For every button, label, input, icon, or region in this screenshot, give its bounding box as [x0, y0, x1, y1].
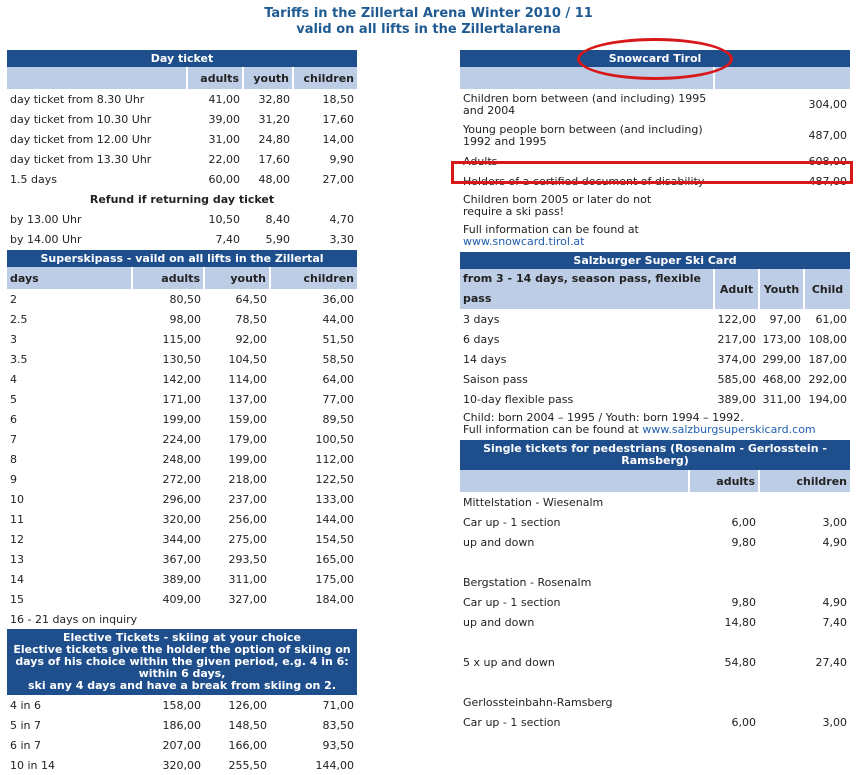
col-adults: adults	[187, 67, 243, 89]
row-value: 54,80	[724, 655, 756, 669]
pedestrian-row	[460, 512, 850, 532]
row-label: day ticket from 8.30 Uhr	[10, 92, 145, 106]
pedestrian-row	[460, 592, 850, 612]
col-adult: Adult	[714, 269, 759, 309]
superskipass-row	[7, 449, 357, 469]
row-value: 320,00	[162, 512, 201, 526]
row-value: 71,00	[322, 698, 355, 712]
row-value: 126,00	[228, 698, 267, 712]
refund-row	[7, 209, 357, 229]
superskipass-row	[7, 509, 357, 529]
row-label: 6 in 7	[10, 738, 42, 752]
row-value: 27,00	[322, 172, 355, 186]
col-child: Child	[804, 269, 850, 309]
row-value: 224,00	[162, 432, 201, 446]
superskipass-row	[7, 549, 357, 569]
row-value: 122,50	[315, 472, 355, 486]
row-label: 9	[10, 472, 17, 486]
row-value: 296,00	[162, 492, 201, 506]
row-value: 199,00	[162, 412, 201, 426]
row-value: 272,00	[162, 472, 201, 486]
snowcard-row	[460, 120, 850, 151]
row-value: 165,00	[315, 552, 355, 566]
row-value: 487,00	[808, 174, 848, 188]
row-value: 115,00	[162, 332, 201, 346]
row-value: 299,00	[762, 352, 801, 366]
row-label: Mittelstation - Wiesenalm	[463, 495, 604, 509]
row-value: 83,50	[322, 718, 355, 732]
elective-row	[7, 755, 357, 775]
title-line-2: valid on all lifts in the Zillertalarena	[296, 22, 561, 37]
title-line-1: Tariffs in the Zillertal Arena Winter 2010 / 11	[264, 6, 593, 21]
section-gap	[460, 632, 850, 652]
salzburger-row	[460, 309, 850, 329]
day-ticket-row	[7, 109, 357, 129]
row-value: 186,00	[162, 718, 201, 732]
superskipass-row	[7, 349, 357, 369]
row-label: 10	[10, 492, 24, 506]
row-value: 61,00	[815, 312, 848, 326]
row-value: 255,50	[228, 758, 267, 772]
row-value: 4,90	[822, 595, 848, 609]
row-label: 2	[10, 292, 17, 306]
superskipass-row	[7, 289, 357, 309]
row-value: 389,00	[162, 572, 201, 586]
salzburger-row	[460, 389, 850, 409]
col-adults: adults	[689, 470, 759, 492]
row-value: 6,00	[731, 515, 756, 529]
row-label: 3 days	[463, 312, 500, 326]
snowcard-row	[460, 89, 850, 120]
superskipass-header: Superskipass - vaild on all lifts in the Zillertal	[7, 250, 357, 267]
row-value: 6,00	[731, 715, 756, 729]
row-value: 311,00	[762, 392, 801, 406]
row-value: 31,00	[208, 132, 240, 146]
row-value: 320,00	[162, 758, 201, 772]
row-value: 24,80	[258, 132, 290, 146]
section-gap	[460, 552, 850, 572]
row-label: Holders of a certified document of disability	[463, 174, 705, 188]
gap-cell	[460, 672, 850, 692]
row-label: Adults	[463, 154, 498, 168]
row-value: 217,00	[717, 332, 756, 346]
row-value: 344,00	[162, 532, 201, 546]
pedestrian-row	[460, 532, 850, 552]
row-value: 31,20	[258, 112, 290, 126]
superskipass-row	[7, 529, 357, 549]
day-ticket-header: Day ticket	[7, 50, 357, 67]
row-label: 15	[10, 592, 24, 606]
row-value: 311,00	[228, 572, 267, 586]
row-label: 6 days	[463, 332, 500, 346]
row-value: 3,30	[329, 232, 355, 246]
row-label: Car up - 1 section	[463, 715, 561, 729]
row-value: 36,00	[322, 292, 355, 306]
row-value: 292,00	[808, 372, 848, 386]
snowcard-highlight-oval	[577, 38, 733, 80]
section-gap	[460, 672, 850, 692]
day-ticket-row	[7, 129, 357, 149]
row-value: 187,00	[808, 352, 848, 366]
adults-highlight-box	[451, 161, 853, 184]
row-label: day ticket from 12.00 Uhr	[10, 132, 152, 146]
row-label: Saison pass	[463, 372, 528, 386]
row-value: 7,40	[822, 615, 848, 629]
pedestrian-section-title	[460, 572, 850, 592]
row-value: 4,90	[822, 535, 848, 549]
row-label: by 14.00 Uhr	[10, 232, 82, 246]
day-ticket-row	[7, 169, 357, 189]
row-value: 409,00	[162, 592, 201, 606]
row-value: 97,00	[769, 312, 801, 326]
row-value: 18,50	[322, 92, 355, 106]
row-value: 32,80	[258, 92, 290, 106]
pedestrians-header: Single tickets for pedestrians (Rosenalm - Gerlosstein - Ramsberg)	[460, 440, 850, 470]
row-value: 98,00	[169, 312, 201, 326]
row-value: 27,40	[815, 655, 848, 669]
pedestrian-row	[460, 612, 850, 632]
row-value: 14,00	[322, 132, 355, 146]
snowcard-header: Snowcard Tirol	[460, 50, 850, 67]
row-value: 158,00	[162, 698, 201, 712]
pedestrian-section-title	[460, 492, 850, 512]
superskipass-row	[7, 469, 357, 489]
elective-row	[7, 695, 357, 715]
elective-header	[7, 629, 357, 695]
row-label: 2.5	[10, 312, 28, 326]
row-value: 10,50	[208, 212, 240, 226]
col-blank	[460, 470, 689, 492]
row-value: 304,00	[808, 97, 848, 111]
salzburger-sub-label: from 3 - 14 days, season pass, flexible pass	[460, 269, 714, 309]
pedestrian-row	[460, 712, 850, 732]
row-value: 5,90	[265, 232, 290, 246]
snowcard-info	[460, 221, 850, 251]
col-children: children	[270, 267, 357, 289]
col-days: days	[7, 267, 132, 289]
row-value: 256,00	[228, 512, 267, 526]
row-value: 133,00	[315, 492, 355, 506]
row-label: 3	[10, 332, 17, 346]
pedestrian-row	[460, 652, 850, 672]
inquiry-note: 16 - 21 days on inquiry	[10, 612, 138, 626]
row-value: 112,00	[315, 452, 355, 466]
elective-row	[7, 715, 357, 735]
salzburger-header: Salzburger Super Ski Card	[460, 252, 850, 269]
row-value	[759, 492, 850, 512]
row-value: 3,00	[822, 715, 848, 729]
pedestrian-section-title	[460, 692, 850, 712]
row-value: 78,50	[235, 312, 267, 326]
salzburger-info-text: Full information can be found at	[463, 423, 639, 436]
row-value: 3,00	[822, 515, 848, 529]
col-youth: youth	[243, 67, 293, 89]
row-value: 144,00	[315, 758, 355, 772]
row-value: 22,00	[208, 152, 240, 166]
superskipass-row	[7, 409, 357, 429]
day-ticket-row	[7, 89, 357, 109]
row-label: day ticket from 13.30 Uhr	[10, 152, 152, 166]
row-value: 100,50	[315, 432, 355, 446]
row-label: 14 days	[463, 352, 507, 366]
row-value: 64,00	[322, 372, 355, 386]
gap-cell	[460, 552, 850, 572]
col-youth: Youth	[759, 269, 804, 309]
row-value: 248,00	[162, 452, 201, 466]
row-value: 154,50	[315, 532, 355, 546]
row-label: 5 x up and down	[463, 655, 555, 669]
row-value: 8,40	[265, 212, 290, 226]
row-value: 60,00	[208, 172, 240, 186]
snowcard-info-text: Full information can be found at	[463, 223, 639, 236]
superskipass-row	[7, 589, 357, 609]
salzburger-table	[460, 252, 850, 439]
row-value: 104,50	[228, 352, 267, 366]
row-value: 199,00	[228, 452, 267, 466]
row-value: 166,00	[228, 738, 267, 752]
row-value: 92,00	[235, 332, 267, 346]
row-value: 51,50	[322, 332, 355, 346]
day-ticket-table	[7, 50, 357, 249]
row-value	[759, 572, 850, 592]
row-value: 93,50	[322, 738, 355, 752]
row-value: 77,00	[322, 392, 355, 406]
row-value: 218,00	[228, 472, 267, 486]
row-value: 275,00	[228, 532, 267, 546]
row-value: 17,60	[258, 152, 290, 166]
salzburger-row	[460, 329, 850, 349]
row-value	[759, 692, 850, 712]
row-label: 10 in 14	[10, 758, 56, 772]
row-value: 171,00	[162, 392, 201, 406]
row-label: 1.5 days	[10, 172, 57, 186]
row-label: 14	[10, 572, 24, 586]
row-value: 130,50	[162, 352, 201, 366]
row-label: 8	[10, 452, 17, 466]
snowcard-note: Children born 2005 or later do not require a ski pass!	[463, 193, 652, 218]
elective-desc-2: ski any 4 days and have a break from skiing on 2.	[28, 679, 337, 692]
pedestrians-table	[460, 440, 850, 732]
salzburger-note: Child: born 2004 – 1995 / Youth: born 1994 – 1992.	[463, 411, 744, 424]
row-value: 327,00	[228, 592, 267, 606]
row-label: Bergstation - Rosenalm	[463, 575, 592, 589]
superskipass-row	[7, 489, 357, 509]
row-label: 12	[10, 532, 24, 546]
superskipass-table	[7, 250, 357, 775]
row-label: Car up - 1 section	[463, 595, 561, 609]
row-label: up and down	[463, 535, 535, 549]
salzburger-info	[460, 409, 850, 439]
superskipass-row	[7, 329, 357, 349]
row-value: 14,80	[724, 615, 756, 629]
row-value: 207,00	[162, 738, 201, 752]
elective-title: Elective Tickets - skiing at your choice	[63, 631, 301, 644]
elective-desc: Elective tickets give the holder the option of skiing on days of his choice within the given period, e.g. 4 in 6: within 6 days,	[13, 643, 351, 680]
row-value: 108,00	[808, 332, 848, 346]
row-label: Young people born between (and including) 1992 and 1995	[463, 122, 703, 148]
row-value: 389,00	[717, 392, 756, 406]
row-value: 9,80	[731, 535, 756, 549]
row-value: 4,70	[329, 212, 355, 226]
row-label: Car up - 1 section	[463, 515, 561, 529]
row-label: 7	[10, 432, 17, 446]
row-label: up and down	[463, 615, 535, 629]
row-value: 585,00	[717, 372, 756, 386]
row-value: 175,00	[315, 572, 355, 586]
elective-row	[7, 735, 357, 755]
row-value: 64,50	[235, 292, 267, 306]
salzburger-row	[460, 369, 850, 389]
row-value: 374,00	[717, 352, 756, 366]
row-value: 114,00	[228, 372, 267, 386]
row-value: 293,50	[228, 552, 267, 566]
snowcard-link[interactable]: www.snowcard.tirol.at	[463, 235, 585, 248]
row-label: 6	[10, 412, 17, 426]
superskipass-row	[7, 369, 357, 389]
row-label: by 13.00 Uhr	[10, 212, 82, 226]
row-value: 194,00	[808, 392, 848, 406]
row-label: 5	[10, 392, 17, 406]
day-ticket-row	[7, 149, 357, 169]
row-value: 122,00	[717, 312, 756, 326]
row-value: 487,00	[808, 128, 848, 142]
row-value: 48,00	[258, 172, 290, 186]
row-label: day ticket from 10.30 Uhr	[10, 112, 152, 126]
superskipass-row	[7, 389, 357, 409]
page-title	[0, 6, 857, 38]
row-value: 9,90	[329, 152, 355, 166]
row-label: 3.5	[10, 352, 28, 366]
row-value: 159,00	[228, 412, 267, 426]
row-value	[689, 492, 759, 512]
row-label: 5 in 7	[10, 718, 42, 732]
refund-row	[7, 229, 357, 249]
row-value: 367,00	[162, 552, 201, 566]
row-label: 4 in 6	[10, 698, 42, 712]
row-label: Gerlossteinbahn-Ramsberg	[463, 695, 613, 709]
row-value: 58,50	[322, 352, 355, 366]
left-column	[7, 50, 357, 775]
row-label: 4	[10, 372, 17, 386]
salzburger-row	[460, 349, 850, 369]
salzburger-link[interactable]: www.salzburgsuperskicard.com	[642, 423, 816, 436]
col-adults: adults	[132, 267, 204, 289]
row-label: 10-day flexible pass	[463, 392, 574, 406]
row-value	[689, 572, 759, 592]
snowcard-sub-blank-2	[714, 67, 850, 89]
superskipass-row	[7, 429, 357, 449]
row-value: 468,00	[762, 372, 801, 386]
refund-title: Refund if returning day ticket	[89, 192, 275, 206]
row-value	[689, 692, 759, 712]
row-value: 80,50	[169, 292, 201, 306]
row-value: 184,00	[315, 592, 355, 606]
col-youth: youth	[204, 267, 270, 289]
row-value: 41,00	[208, 92, 240, 106]
row-value: 237,00	[228, 492, 267, 506]
row-value: 137,00	[228, 392, 267, 406]
right-column	[460, 50, 850, 732]
row-value: 39,00	[208, 112, 240, 126]
row-value: 148,50	[228, 718, 267, 732]
row-value: 89,50	[322, 412, 355, 426]
col-children: children	[759, 470, 850, 492]
row-value: 7,40	[215, 232, 240, 246]
row-value: 144,00	[315, 512, 355, 526]
superskipass-row	[7, 309, 357, 329]
col-blank	[7, 67, 187, 89]
row-value: 17,60	[322, 112, 355, 126]
row-value: 44,00	[322, 312, 355, 326]
row-value: 142,00	[162, 372, 201, 386]
row-label: Children born between (and including) 1995 and 2004	[463, 91, 707, 117]
row-label: 11	[10, 512, 24, 526]
row-value: 608,00	[808, 154, 848, 168]
col-children: children	[293, 67, 357, 89]
row-value: 179,00	[228, 432, 267, 446]
row-value: 173,00	[762, 332, 801, 346]
snowcard-table	[460, 50, 850, 251]
row-value: 9,80	[731, 595, 756, 609]
superskipass-row	[7, 569, 357, 589]
row-label: 13	[10, 552, 24, 566]
gap-cell	[460, 632, 850, 652]
